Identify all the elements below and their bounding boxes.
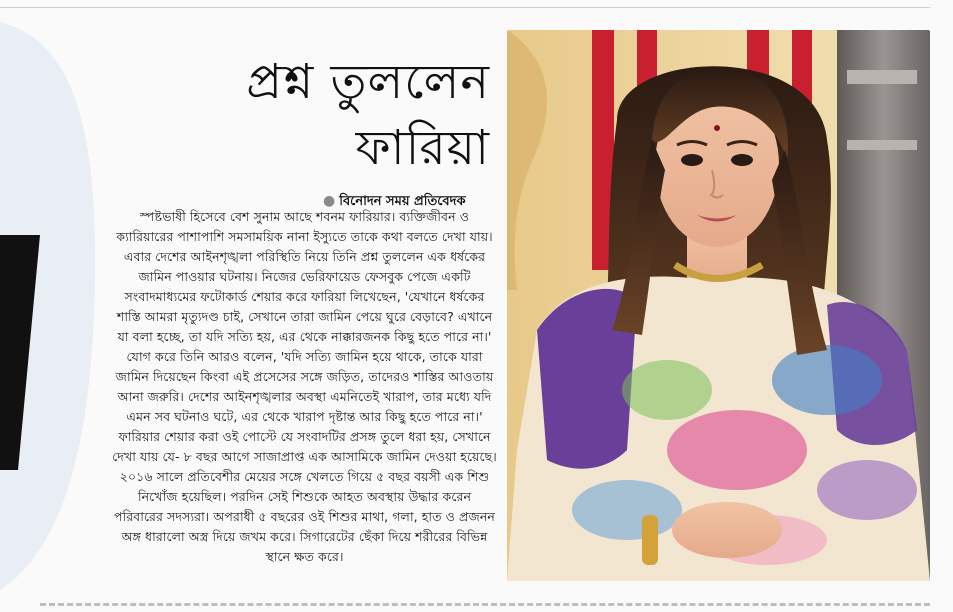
portrait-photo: [507, 30, 930, 581]
previous-column-graphic: [0, 0, 112, 612]
bottom-dashed-rule: [40, 603, 930, 606]
headline-line-1: প্রশ্ন তুললেন: [246, 54, 490, 111]
article-body: [112, 207, 497, 567]
paragraph-2: ফারিয়ার শেয়ার করা ওই পোস্টে যে সংবাদটির প্রসঙ্গ তুলে ধরা হয়, সেখানে দেখা যায় যে- ৮ বছর আগে সাজাপ্রাপ্ত এক আসামিকে জামিন দেওয়া হয়েছে। ২০১৬ সালে প্রতিবেশীর মেয়ের সঙ্গে খেলতে গিয়ে ৫ বছর বয়সী এক শিশু নিখোঁজ হয়েছিল। পরদিন সেই শিশুকে আহত অবস্থায় উদ্ধার করেন পরিবারের সদস্যরা। অপরাধী ৫ বছরের ওই শিশুর মাথা, গলা, হাত ও প্রজনন অঙ্গ ধারালো অস্ত্র দিয়ে জখম করে। সিগারেটের ছেঁকা দিয়ে শরীরের বিভিন্ন স্থানে ক্ষত করে।: [112, 429, 497, 564]
top-rule: [0, 7, 930, 8]
headline-line-2: ফারিয়া: [355, 120, 490, 177]
portrait-illustration: [507, 30, 930, 581]
decorative-shape: [0, 0, 112, 612]
byline-bullet-icon: ●: [323, 193, 336, 209]
paragraph-1: স্পষ্টভাষী হিসেবে বেশ সুনাম আছে শবনম ফারিয়ার। ব্যক্তিজীবন ও ক্যারিয়ারের পাশাপাশি সমসাময়িক নানা ইস্যুতে তাকে কথা বলতে দেখা যায়। এবার দেশের আইনশৃঙ্খলা পরিস্থিতি নিয়ে তিনি প্রশ্ন তুললেন এক ধর্ষকের জামিন পাওয়ার ঘটনায়। নিজের ভেরিফায়েড ফেসবুক পেজে একটি সংবাদমাধ্যমের ফটোকার্ড শেয়ার করে ফারিয়া লিখেছেন, 'যেখানে ধর্ষকের শাস্তি আমরা মৃত্যুদণ্ড চাই, সেখানে তারা জামিন পেয়ে ঘুরে বেড়াবে? এখানে যা বলা হচ্ছে, তা যদি সত্যি হয়, এর থেকে নাক্কারজনক কিছু হতে পারে না।' যোগ করে তিনি আরও বলেন, 'যদি সত্যি জামিন হয়ে থাকে, তাকে যারা জামিন দিয়েছেন কিংবা এই প্রসেসের সঙ্গে জড়িত, তাদেরও শাস্তির আওতায় আনা জরুরি। দেশের আইনশৃঙ্খলার অবস্থা এমনিতেই খারাপ, তার মধ্যে যদি এমন সব ঘটনাও ঘটে, এর থেকে খারাপ দৃষ্টান্ত আর কিছু হতে পারে না।': [115, 209, 494, 424]
byline-text: বিনোদন সময় প্রতিবেদক: [339, 194, 466, 209]
article-headline: [150, 51, 490, 183]
